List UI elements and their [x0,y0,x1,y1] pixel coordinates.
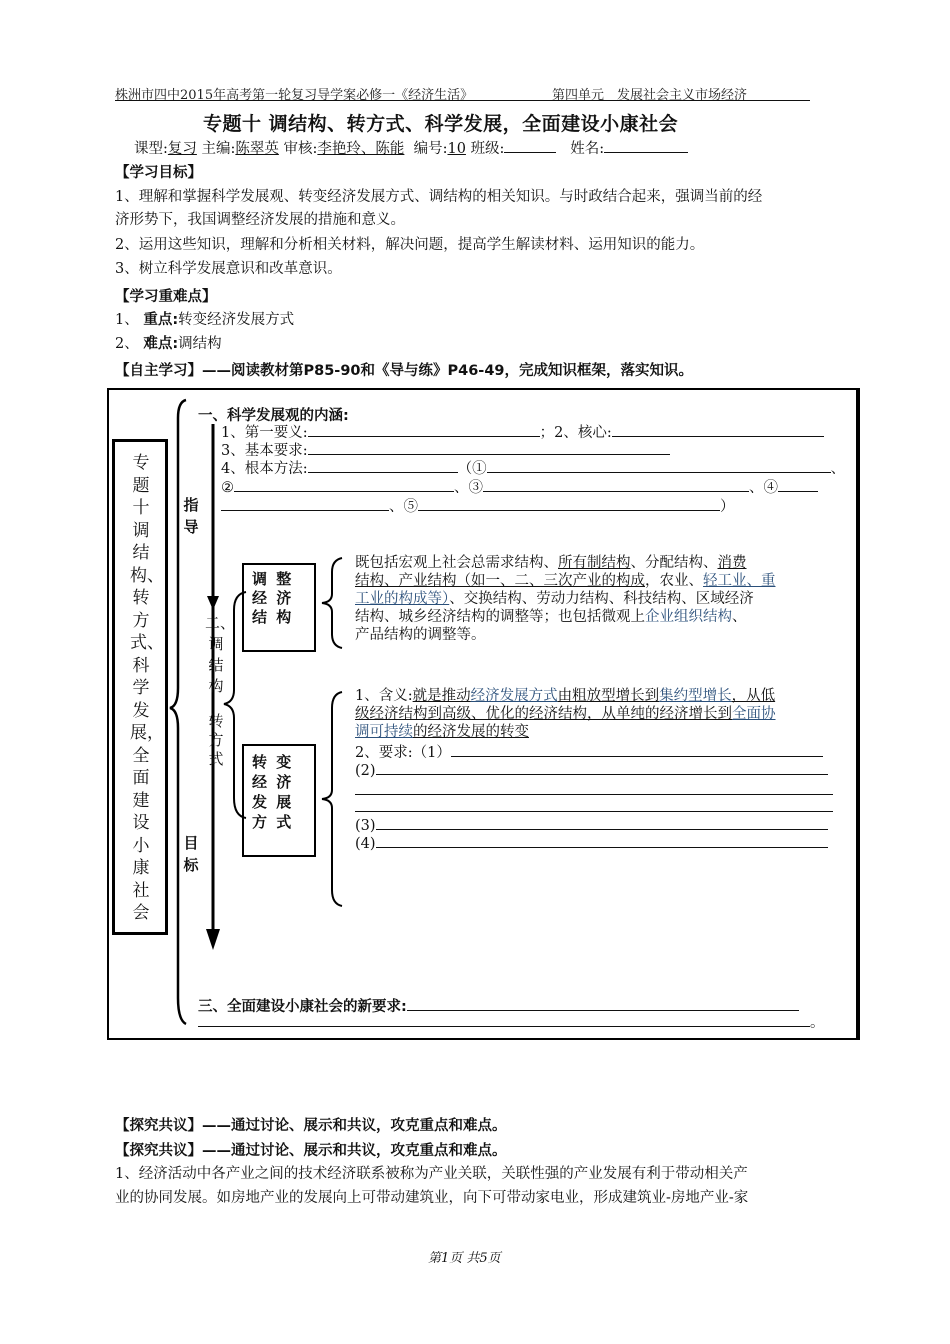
header-right: 第四单元 发展社会主义市场经济 [552,88,748,103]
blank-method-1[interactable] [487,458,831,473]
topic-box-text: 专题十 调结构、转方式、科学发展，全面建设小康社会 [130,453,164,923]
blank-first-principle[interactable] [308,422,540,437]
transform-line-3: 调可持续的经济发展的转变 [355,724,529,740]
meta-number-value: 10 [447,141,466,157]
blank-req-3[interactable] [376,815,828,830]
paragraph-line-1: 1、经济活动中各产业之间的技术经济联系被称为产业关联，关联性强的产业发展有利于带动相关产 [115,1166,748,1182]
transform-line-1: 1、含义:就是推动经济发展方式由粗放型增长到集约型增长，从低 [355,688,776,704]
blank-basic-requirement[interactable] [308,440,670,455]
key-point: 1、 重点:转变经济发展方式 [115,312,295,328]
goal-line-2: 济形势下，我国调整经济发展的措施和意义。 [115,212,405,228]
s1-line-5: 、⑤ ） [221,496,735,518]
page-footer: 第1页 共5页 [428,1251,501,1266]
req-line-2: (2) [355,760,828,781]
blank-core[interactable] [612,422,824,437]
page-title: 专题十 调结构、转方式、科学发展，全面建设小康社会 [203,113,679,135]
req-line-3: (3) [355,815,828,836]
req-line-4: (4) [355,833,828,854]
blank-method-4[interactable] [778,477,818,492]
structure-line-2: 结构、产业结构（如一、二、三次产业的构成，农业、轻工业、重 [355,573,776,589]
goal-line-1: 1、理解和掌握科学发展观、转变经济发展方式、调结构的相关知识。与时政结合起来，强调当前的经 [115,189,763,205]
structure-line-5: 产品结构的调整等。 [355,627,486,643]
blank-req-2[interactable] [376,760,828,775]
meta-line [134,137,688,158]
self-study-heading: 【自主学习】——阅读教材第P85-90和《导与练》P46-49，完成知识框架，落实知识。 [115,363,694,379]
meta-editor-value: 陈翠英 [235,141,279,157]
blank-req-1[interactable] [451,742,823,757]
goal-line-3: 2、运用这些知识，理解和分析相关材料，解决问题，提高学生解读材料、运用知识的能力。 [115,237,705,253]
goals-heading: 【学习目标】 [115,165,202,181]
diagram-frame-right [846,388,860,1040]
meta-number-label: 编号: [413,141,448,157]
class-field[interactable] [504,138,556,153]
brace-structure [318,556,344,650]
explore-heading-2: 【探究共议】——通过讨论、展示和共议，攻克重点和难点。 [115,1143,507,1159]
meta-type-value: 复习 [167,141,197,157]
meta-editor-label: 主编: [201,141,236,157]
transform-line-2: 级经济结构到高级、优化的经济结构，从单纯的经济增长到全面协 [355,706,776,722]
header-rule [115,100,810,101]
blank-req-4[interactable] [376,833,828,848]
blank-new-requirements-2[interactable] [198,1012,810,1027]
blank-fundamental-method[interactable] [308,458,458,473]
req-line-1: 2、要求:（1） [355,742,823,763]
blank-method-4b[interactable] [221,496,389,511]
difficult-point: 2、 难点:调结构 [115,336,222,352]
meta-class-label: 班级: [470,141,505,157]
section1-title: 一、科学发展观的内涵: [198,408,349,424]
section3-line-2: 。 [198,1012,825,1034]
s1-line-2: 3、基本要求: [221,440,670,462]
meta-name-label: 姓名: [570,141,605,157]
label-guide: 指导 [183,496,199,536]
blank-method-3[interactable] [483,477,749,492]
structure-line-3: 工业的构成等）、交换结构、劳动力结构、科技结构、区域经济 [355,591,754,607]
label-adjust-structure: 二、调结构 [205,614,236,695]
box-transform-text: 转 变 经 济 发 展 方 式 [252,753,294,831]
s1-line-4: ② 、③ 、④ [221,477,818,499]
brace-transform [318,690,344,908]
blank-req-2b[interactable] [355,794,833,795]
label-goal: 目标 [183,834,199,874]
section3-title: 三、全面建设小康社会的新要求: [198,995,799,1016]
blank-method-2[interactable] [234,477,454,492]
meta-reviewer-label: 审核: [283,141,318,157]
explore-heading-1: 【探究共议】——通过讨论、展示和共议，攻克重点和难点。 [115,1118,507,1134]
meta-reviewer-value: 李艳玲、陈能 [317,141,405,157]
header-left: 株洲市四中2015年高考第一轮复习导学案必修一《经济生活》 [115,88,474,103]
box-adjust-structure-text: 调 整 经 济 结 构 [252,570,294,626]
label-transform: 转方式 [208,712,224,768]
blank-new-requirements[interactable] [407,996,799,1011]
meta-type-label: 课型: [134,141,168,157]
paragraph-line-2: 业的协同发展。如房地产业的发展向上可带动建筑业，向下可带动家电业，形成建筑业-房地产业-家 [115,1190,749,1206]
name-field[interactable] [604,138,688,153]
s1-line-3: 4、根本方法: （① 、 [221,458,845,480]
keypoints-heading: 【学习重难点】 [115,289,217,305]
structure-line-1: 既包括宏观上社会总需求结构、所有制结构、分配结构、消费 [355,555,747,571]
blank-method-5[interactable] [418,496,720,511]
goal-line-4: 3、树立科学发展意识和改革意识。 [115,261,342,277]
s1-line-1: 1、第一要义: ；2、核心: [221,422,824,444]
blank-req-2c[interactable] [355,811,833,812]
structure-line-4: 结构、城乡经济结构的调整等；也包括微观上企业组织结构、 [355,609,747,625]
